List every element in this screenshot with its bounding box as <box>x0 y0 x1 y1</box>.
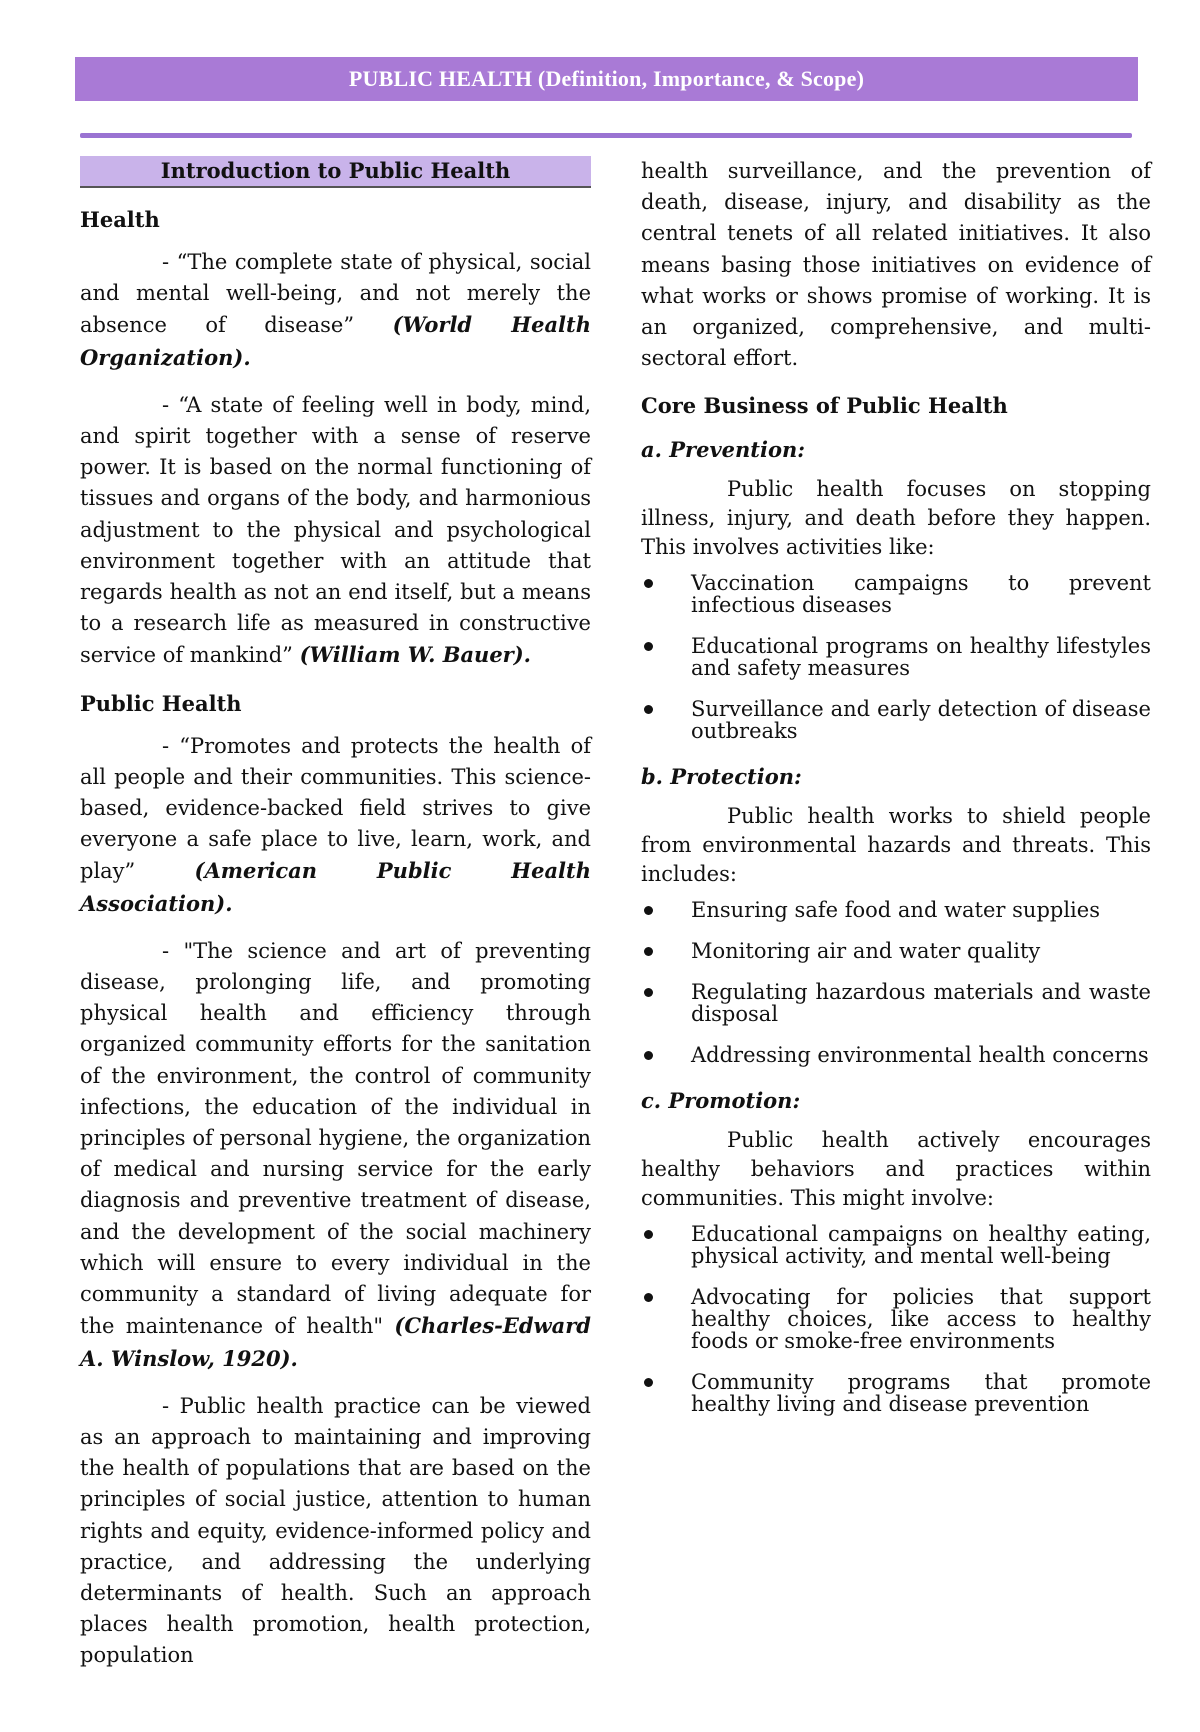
bullet-icon <box>644 1051 653 1060</box>
bullet-list <box>641 1223 1151 1415</box>
list-item <box>641 1223 1151 1267</box>
public-health-definition-1 <box>80 731 591 920</box>
definition-text: - "The science and art of preventing disease, prolonging life, and promoting physical health and efficiency through organized community efforts for the sanitation of the environment, the control of community infections, the education of the individual in principles of personal hygiene, the organization of medical and nursing service for the early diagnosis and preventive treatment of disease, and the development of the social machinery which will ensure to every individual in the community a standard of living adequate for the maintenance of health" <box>80 938 591 1339</box>
left-column <box>80 156 591 1688</box>
section-heading: b. Protection: <box>641 763 802 789</box>
protection-section <box>641 761 1151 1066</box>
list-item <box>641 1286 1151 1352</box>
bullet-list <box>641 572 1151 742</box>
list-item <box>641 635 1151 679</box>
list-item <box>641 1371 1151 1415</box>
definition-text: - “A state of feeling well in body, mind, and spirit together with a sense of reserve power. It is based on the normal functioning of tissues and organs of the body, and harmonious adjustment to the physical and psychological environment together with an attitude that regards health as not an end itself, but a means to a research life as measured in constructive service of mankind” <box>80 392 591 668</box>
bullet-icon <box>644 705 653 714</box>
section-intro: Public health works to shield people from environmental hazards and threats. This includes: <box>641 804 1151 887</box>
bullet-icon <box>644 947 653 956</box>
prevention-section <box>641 434 1151 742</box>
bullet-icon <box>644 642 653 651</box>
bullet-icon <box>644 1378 653 1387</box>
bullet-icon <box>644 906 653 915</box>
public-health-heading: Public Health <box>80 690 242 716</box>
list-item <box>641 572 1151 616</box>
section-heading: c. Promotion: <box>641 1088 801 1114</box>
list-item-text: Monitoring air and water quality <box>691 939 1041 964</box>
page-title-banner <box>75 57 1138 101</box>
list-item-text: Vaccination campaigns to prevent infectious diseases <box>691 570 1151 617</box>
section-intro: Public health actively encourages healthy behaviors and practices within communities. This might involve: <box>641 1128 1151 1211</box>
list-item-text: Regulating hazardous materials and waste disposal <box>691 980 1151 1027</box>
list-item <box>641 698 1151 742</box>
bullet-icon <box>644 579 653 588</box>
list-item <box>641 940 1151 962</box>
bullet-icon <box>644 1293 653 1302</box>
section-intro: Public health focuses on stopping illness, injury, and death before they happen. This involves activities like: <box>641 476 1151 559</box>
list-item <box>641 899 1151 921</box>
bullet-list <box>641 899 1151 1066</box>
health-definition-2 <box>80 390 591 672</box>
list-item-text: Ensuring safe food and water supplies <box>691 898 1100 923</box>
page-title: PUBLIC HEALTH (Definition, Importance, & Scope) <box>348 66 865 91</box>
list-item-text: Advocating for policies that support healthy choices, like access to healthy foods or smoke-free environments <box>691 1285 1151 1354</box>
right-column <box>641 156 1151 1434</box>
public-health-definition-2 <box>80 936 591 1375</box>
list-item-text: Surveillance and early detection of disease outbreaks <box>691 696 1151 743</box>
public-health-definition-3 <box>80 1391 591 1672</box>
bullet-icon <box>644 988 653 997</box>
definition-text: - “The complete state of physical, social and mental well-being, and not merely the absence of disease” <box>80 250 591 338</box>
promotion-section <box>641 1085 1151 1415</box>
citation: (American Public Health Association). <box>80 858 591 916</box>
definition-text: - “Promotes and protects the health of all people and their communities. This science-based, evidence-backed field strives to give everyone a safe place to live, learn, work, and play” <box>80 733 591 884</box>
header-divider <box>80 133 1132 138</box>
core-business-title: Core Business of Public Health <box>641 393 1008 419</box>
list-item <box>641 981 1151 1025</box>
list-item-text: Educational programs on healthy lifestyles and safety measures <box>691 633 1151 680</box>
list-item <box>641 1044 1151 1066</box>
definition-text: - Public health practice can be viewed as an approach to maintaining and improving the health of populations that are based on the principles of social justice, attention to human rights and equity, evidence-informed policy and practice, and addressing the underlying determinants of health. Such an approach places health promotion, health protection, population <box>80 1393 591 1668</box>
list-item-text: Community programs that promote healthy living and disease prevention <box>691 1370 1151 1417</box>
citation: (William W. Bauer). <box>299 642 531 668</box>
citation: (Charles-Edward A. Winslow, 1920). <box>80 1313 591 1371</box>
bullet-icon <box>644 1230 653 1239</box>
citation: (World Health Organization). <box>80 312 591 370</box>
section-heading: a. Prevention: <box>641 436 805 462</box>
list-item-text: Addressing environmental health concerns <box>691 1043 1149 1068</box>
section-title: Introduction to Public Health <box>80 156 591 188</box>
list-item-text: Educational campaigns on healthy eating, physical activity, and mental well-being <box>691 1222 1151 1269</box>
continuation-paragraph: health surveillance, and the prevention of death, disease, injury, and disability as the central tenets of all related initiatives. It also means basing those initiatives on evidence of what works or shows promise of working. It is an organized, comprehensive, and multi-sectoral effort. <box>641 159 1151 371</box>
health-heading: Health <box>80 207 160 232</box>
health-definition-1 <box>80 247 591 374</box>
